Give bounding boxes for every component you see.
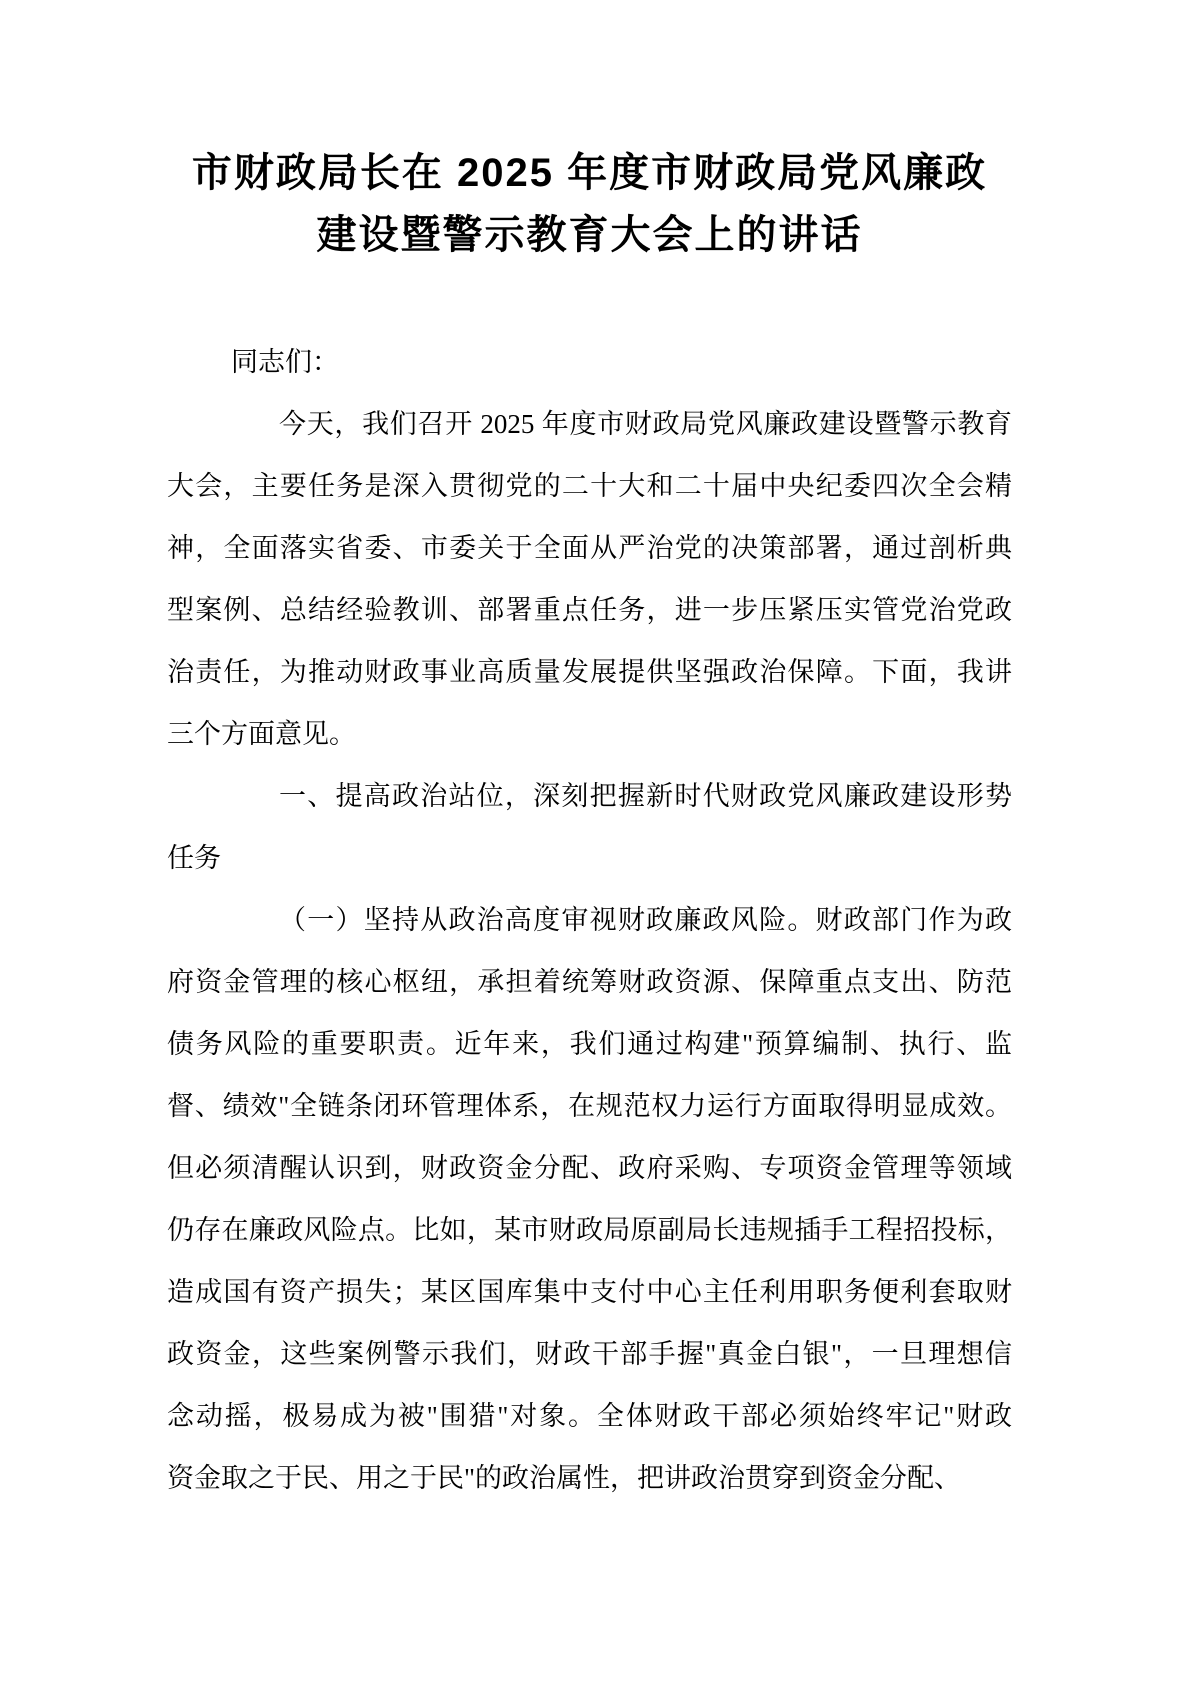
title-line-1: 市财政局长在 2025 年度市财政局党风廉政 bbox=[191, 151, 988, 195]
text-line: 资金取之于民、用之于民"的政治属性，把讲政治贯穿到资金分配、 bbox=[167, 1463, 962, 1493]
text-line: 政资金，这些案例警示我们，财政干部手握"真金白银"，一旦理想信 bbox=[167, 1339, 1012, 1369]
document-body bbox=[167, 331, 1012, 1509]
text-line: 一、提高政治站位，深刻把握新时代财政党风廉政建设形势 bbox=[279, 781, 1012, 811]
text-line: 型案例、总结经验教训、部署重点任务，进一步压紧压实管党治党政 bbox=[167, 595, 1012, 625]
text-line: 同志们： bbox=[231, 347, 339, 377]
paragraph-1 bbox=[167, 393, 1012, 765]
text-line: 但必须清醒认识到，财政资金分配、政府采购、专项资金管理等领域 bbox=[167, 1153, 1012, 1183]
text-line: 大会，主要任务是深入贯彻党的二十大和二十届中央纪委四次全会精 bbox=[167, 471, 1012, 501]
text-line: 今天，我们召开 2025 年度市财政局党风廉政建设暨警示教育 bbox=[279, 409, 1012, 439]
text-line: 任务 bbox=[167, 843, 221, 873]
text-line: 府资金管理的核心枢纽，承担着统筹财政资源、保障重点支出、防范 bbox=[167, 967, 1012, 997]
text-line: 造成国有资产损失；某区国库集中支付中心主任利用职务便利套取财 bbox=[167, 1277, 1012, 1307]
title-line-2: 建设暨警示教育大会上的讲话 bbox=[316, 213, 863, 257]
text-line: 治责任，为推动财政事业高质量发展提供坚强政治保障。下面，我讲 bbox=[167, 657, 1012, 687]
text-line: 债务风险的重要职责。近年来，我们通过构建"预算编制、执行、监 bbox=[167, 1029, 1012, 1059]
text-line: 三个方面意见。 bbox=[167, 719, 356, 749]
salutation bbox=[167, 331, 1012, 393]
text-line: 神，全面落实省委、市委关于全面从严治党的决策部署，通过剖析典 bbox=[167, 533, 1012, 563]
document-title bbox=[167, 142, 1012, 266]
section-heading-1 bbox=[167, 765, 1012, 889]
text-line: 念动摇，极易成为被"围猎"对象。全体财政干部必须始终牢记"财政 bbox=[167, 1401, 1012, 1431]
text-line: 仍存在廉政风险点。比如，某市财政局原副局长违规插手工程招投标， bbox=[167, 1215, 1012, 1245]
text-line: 督、绩效"全链条闭环管理体系，在规范权力运行方面取得明显成效。 bbox=[167, 1091, 1012, 1121]
paragraph-2 bbox=[167, 889, 1012, 1509]
text-line: （一）坚持从政治高度审视财政廉政风险。财政部门作为政 bbox=[279, 905, 1012, 935]
